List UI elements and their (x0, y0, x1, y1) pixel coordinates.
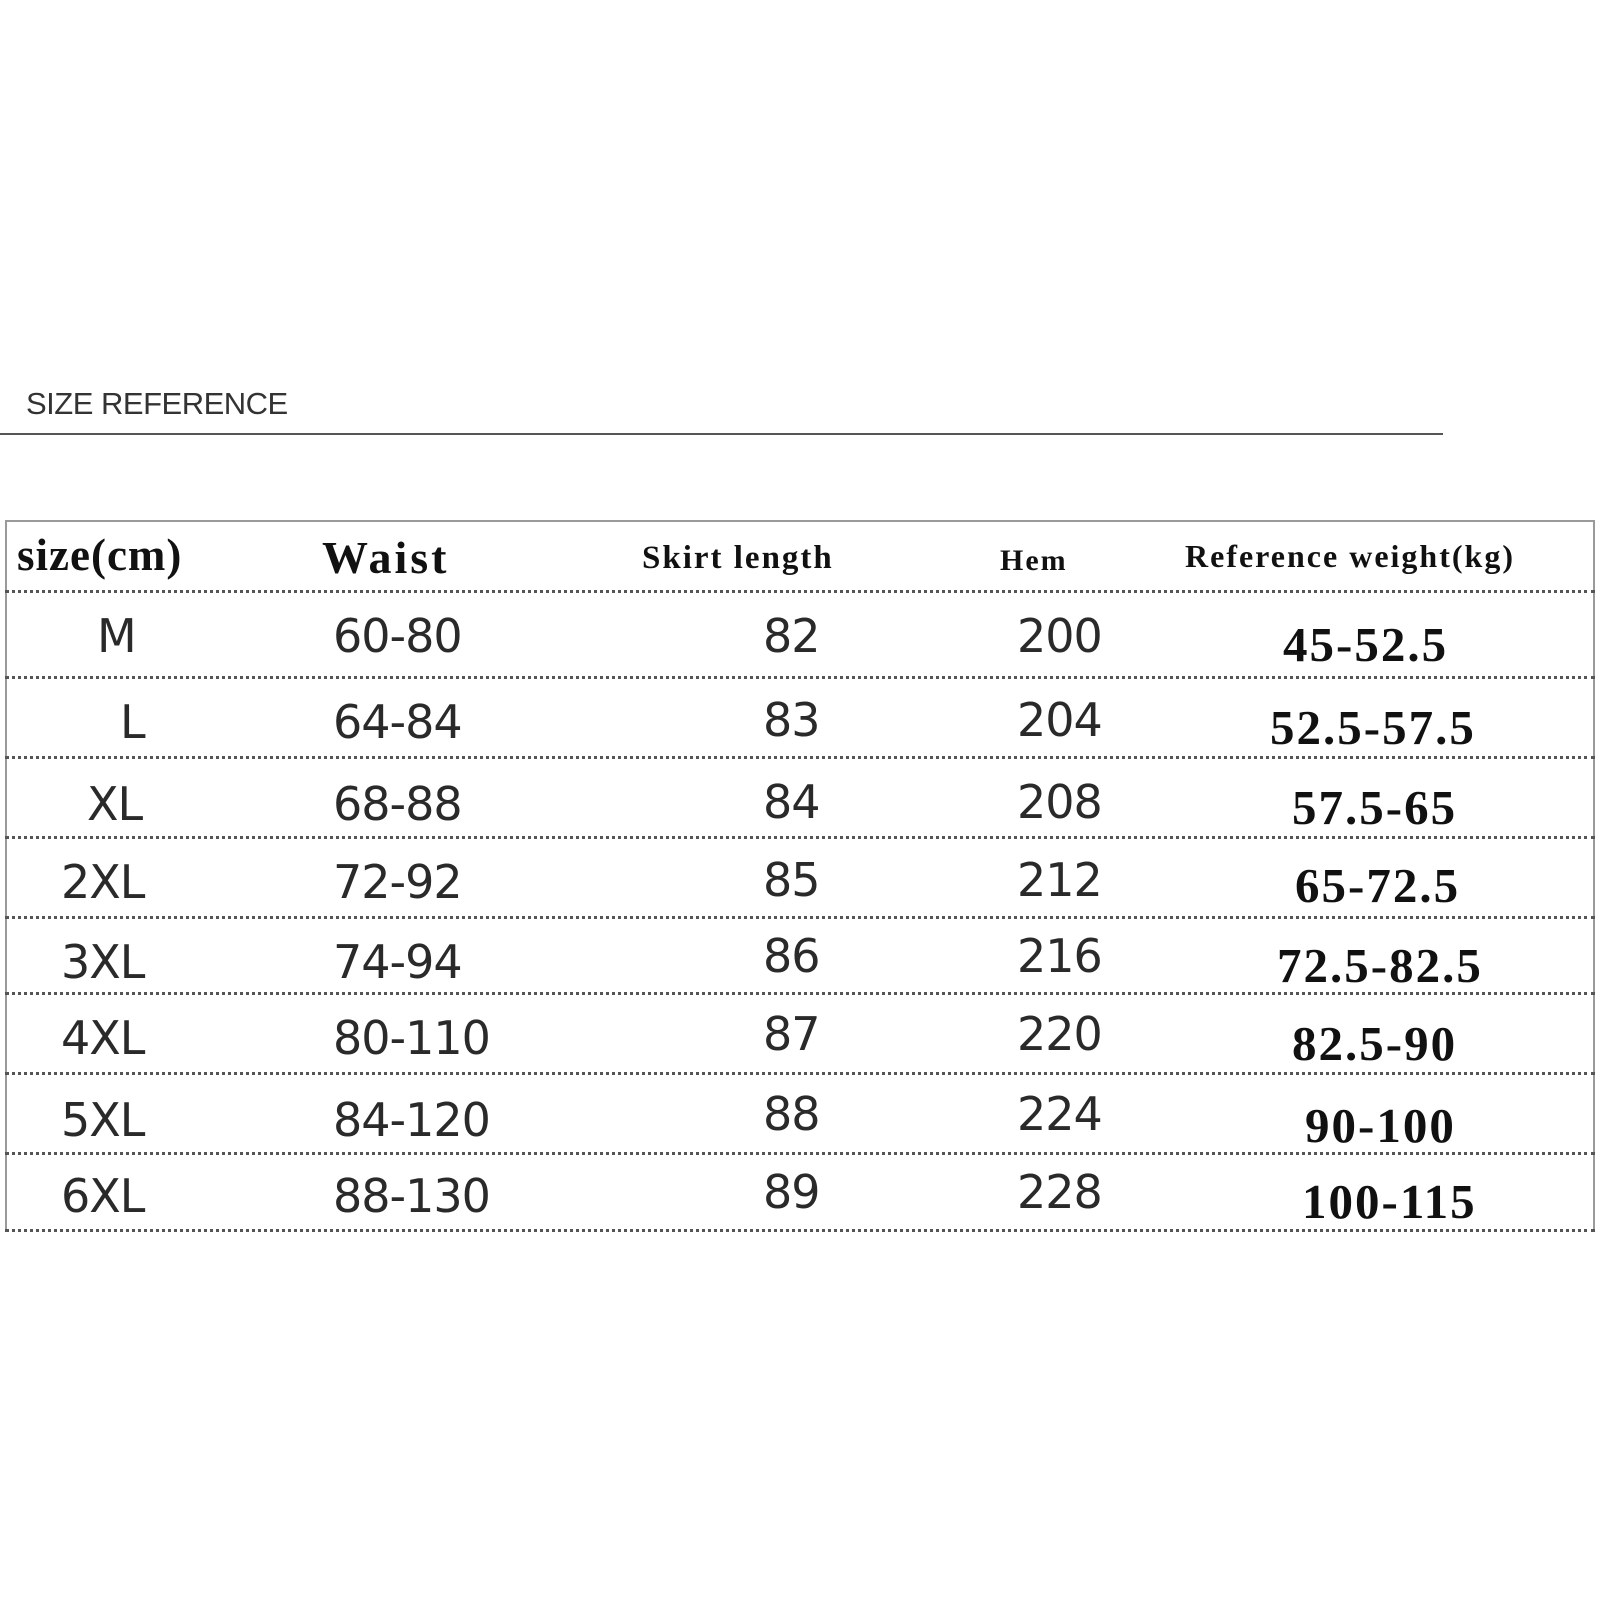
hem-cell: 208 (1017, 775, 1102, 829)
skirt-length-cell: 82 (763, 609, 820, 663)
waist-cell: 64-84 (333, 695, 462, 749)
hem-cell: 212 (1017, 853, 1102, 907)
title-divider (0, 433, 1443, 435)
waist-cell: 80-110 (333, 1011, 490, 1065)
hem-cell: 204 (1017, 693, 1102, 747)
weight-cell: 82.5-90 (1292, 1016, 1458, 1071)
table-row (5, 679, 1595, 759)
size-cell: 6XL (61, 1169, 145, 1223)
weight-cell: 52.5-57.5 (1270, 700, 1476, 755)
weight-cell: 57.5-65 (1292, 780, 1458, 835)
table-header-row (5, 520, 1595, 593)
size-cell: M (97, 609, 136, 663)
weight-cell: 65-72.5 (1295, 858, 1461, 913)
size-cell: XL (87, 777, 143, 831)
weight-cell: 90-100 (1305, 1098, 1456, 1153)
table-row (5, 1155, 1595, 1232)
skirt-length-cell: 88 (763, 1087, 820, 1141)
table-row (5, 839, 1595, 919)
size-cell: 4XL (61, 1011, 145, 1065)
size-cell: 5XL (61, 1093, 145, 1147)
page-title: SIZE REFERENCE (26, 386, 288, 421)
header-reference-weight: Reference weight(kg) (1185, 538, 1515, 574)
table-row (5, 919, 1595, 995)
header-size: size(cm) (17, 530, 183, 580)
hem-cell: 224 (1017, 1087, 1102, 1141)
size-cell: 3XL (61, 935, 145, 989)
waist-cell: 84-120 (333, 1093, 490, 1147)
hem-cell: 220 (1017, 1007, 1102, 1061)
header-waist: Waist (322, 532, 450, 583)
hem-cell: 216 (1017, 929, 1102, 983)
skirt-length-cell: 86 (763, 929, 820, 983)
skirt-length-cell: 84 (763, 775, 820, 829)
header-skirt-length: Skirt length (642, 540, 834, 576)
waist-cell: 72-92 (333, 855, 462, 909)
size-cell: 2XL (61, 855, 145, 909)
header-hem: Hem (1000, 544, 1068, 577)
waist-cell: 74-94 (333, 935, 462, 989)
table-row (5, 759, 1595, 839)
table-row (5, 593, 1595, 679)
hem-cell: 228 (1017, 1165, 1102, 1219)
size-cell: L (120, 695, 145, 749)
skirt-length-cell: 89 (763, 1165, 820, 1219)
waist-cell: 68-88 (333, 777, 462, 831)
weight-cell: 100-115 (1302, 1174, 1477, 1229)
table-row (5, 995, 1595, 1075)
waist-cell: 60-80 (333, 609, 462, 663)
skirt-length-cell: 87 (763, 1007, 820, 1061)
weight-cell: 45-52.5 (1283, 617, 1449, 672)
waist-cell: 88-130 (333, 1169, 490, 1223)
skirt-length-cell: 85 (763, 853, 820, 907)
weight-cell: 72.5-82.5 (1277, 938, 1483, 993)
skirt-length-cell: 83 (763, 693, 820, 747)
table-row (5, 1075, 1595, 1155)
hem-cell: 200 (1017, 609, 1102, 663)
